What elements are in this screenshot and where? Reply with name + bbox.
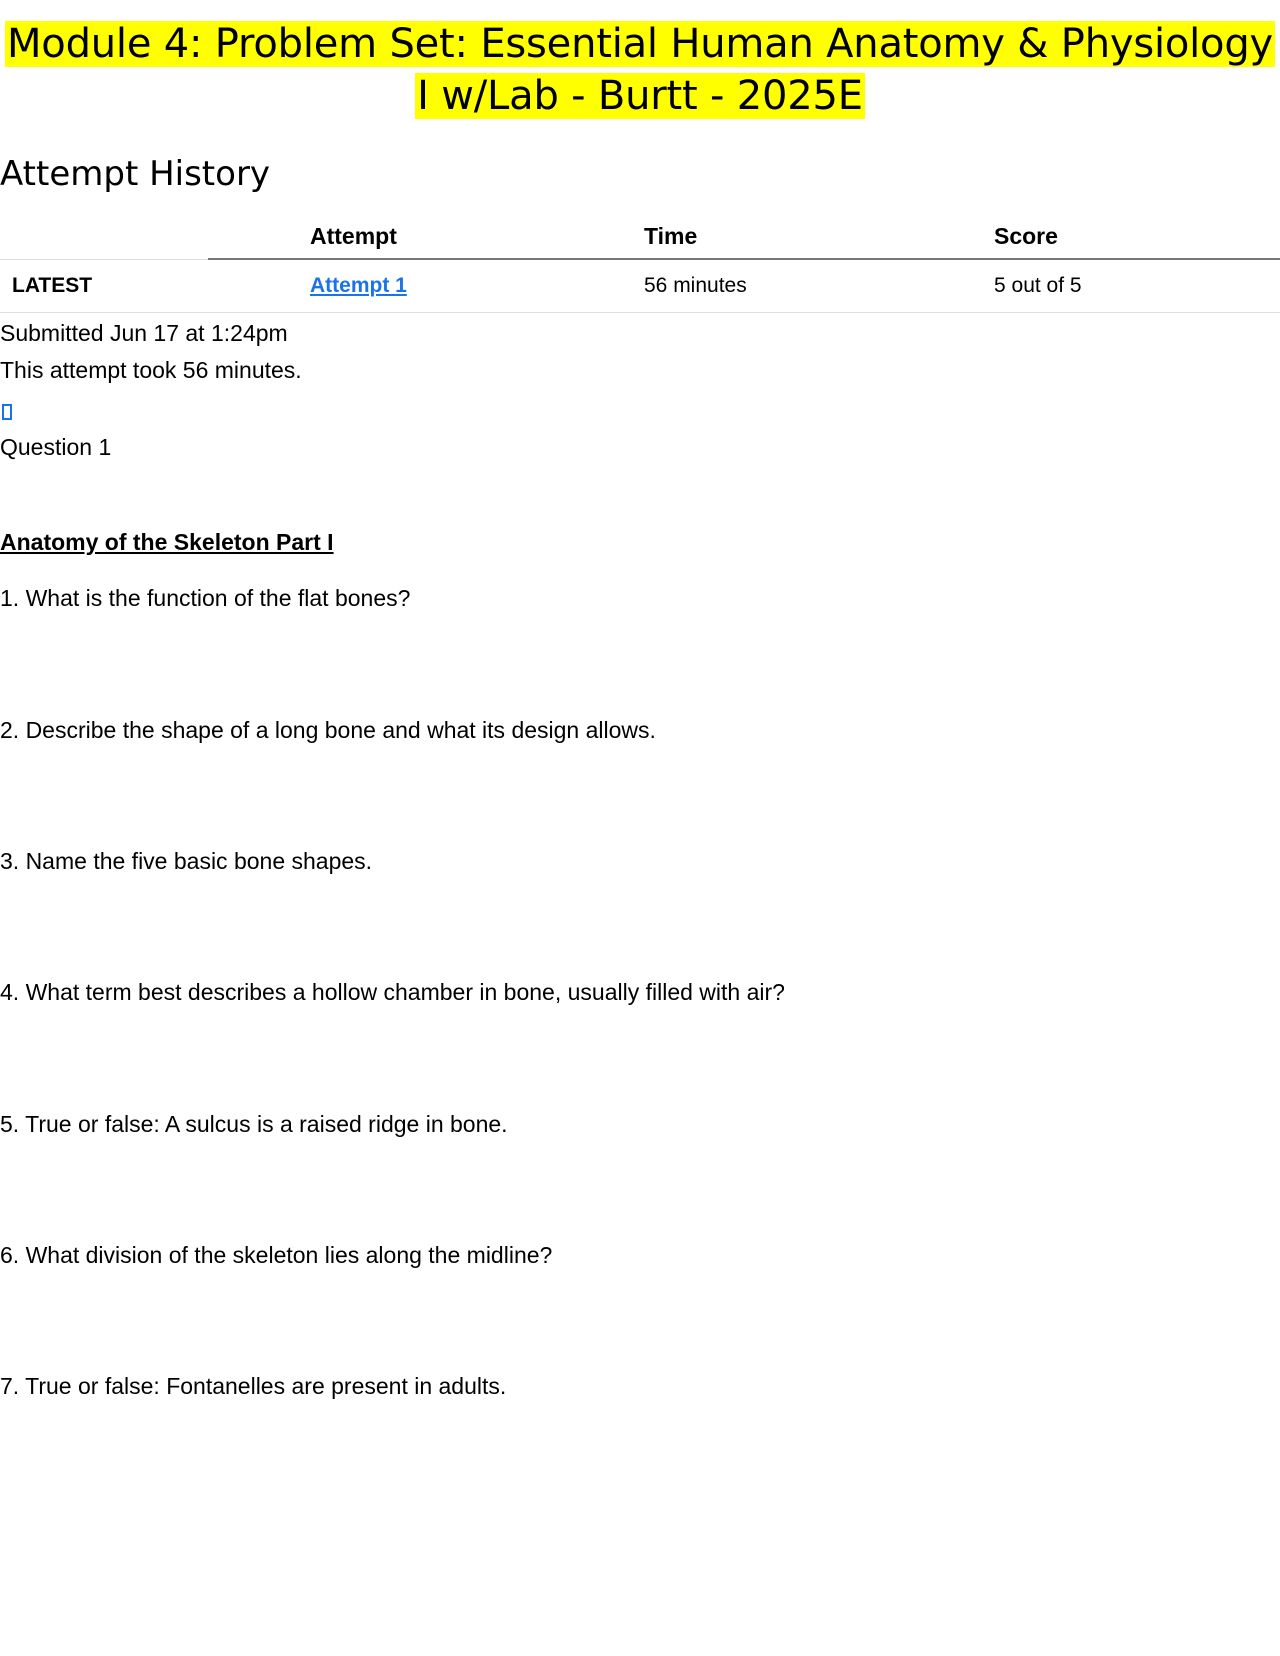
header-blank [0, 214, 208, 259]
question-item-2: 2. Describe the shape of a long bone and what its design allows. [0, 717, 656, 743]
title-line-1: Module 4: Problem Set: Essential Human Anatomy & Physiology [6, 21, 1273, 67]
question-item-7: 7. True or false: Fontanelles are present in adults. [0, 1373, 507, 1399]
flag-question-icon[interactable] [2, 404, 12, 420]
attempt-cell [208, 259, 644, 313]
table-row [0, 259, 1280, 313]
title-line-2: I w/Lab - Burtt - 2025E [417, 73, 863, 119]
time-cell: 56 minutes [644, 259, 994, 313]
question-label: Question 1 [0, 434, 112, 460]
submitted-text: Submitted Jun 17 at 1:24pm [0, 320, 288, 346]
header-attempt: Attempt [208, 214, 644, 259]
question-item-4: 4. What term best describes a hollow chamber in bone, usually filled with air? [0, 979, 785, 1005]
question-item-1: 1. What is the function of the flat bones? [0, 585, 411, 611]
page-title [0, 18, 1280, 122]
attempt-history-table [0, 214, 1280, 313]
attempt-1-link[interactable]: Attempt 1 [310, 274, 407, 297]
question-item-5: 5. True or false: A sulcus is a raised ridge in bone. [0, 1111, 508, 1137]
question-item-3: 3. Name the five basic bone shapes. [0, 848, 373, 874]
table-header-row [0, 214, 1280, 259]
duration-text: This attempt took 56 minutes. [0, 357, 302, 383]
latest-label: LATEST [0, 259, 208, 313]
attempt-history-heading: Attempt History [0, 154, 271, 194]
score-cell: 5 out of 5 [994, 259, 1280, 313]
header-time: Time [644, 214, 994, 259]
header-score: Score [994, 214, 1280, 259]
question-item-6: 6. What division of the skeleton lies along the midline? [0, 1242, 553, 1268]
question-section-title: Anatomy of the Skeleton Part I [0, 529, 334, 555]
